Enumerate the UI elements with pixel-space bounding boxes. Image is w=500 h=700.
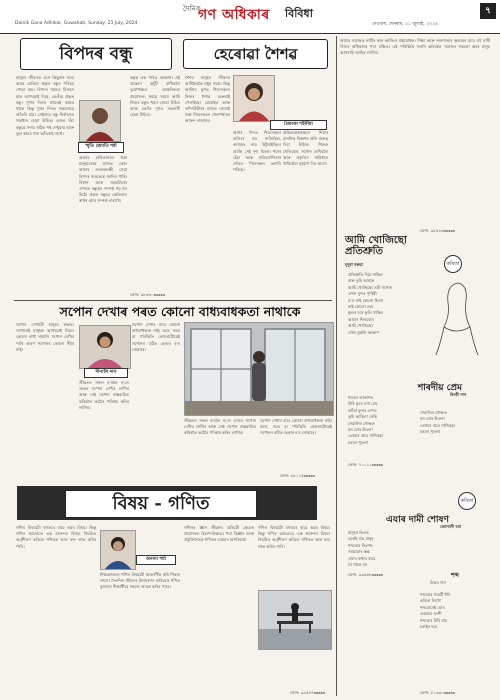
poem1-line: এখন সুন্দৰ পৃথিৱী xyxy=(348,291,377,297)
poem2-line: তোমাৰ বাবে সাজিছো xyxy=(348,433,383,439)
poem4-line: শব্দবোৰ উৰি যায় xyxy=(420,617,448,623)
author-portrait-icon xyxy=(101,531,135,569)
newspaper-logo: গণ অধিকাৰ xyxy=(198,7,270,23)
article4-author-photo xyxy=(100,530,136,570)
article3-col4 xyxy=(184,418,256,480)
bench-silhouette-illustration xyxy=(259,591,331,649)
masthead xyxy=(0,0,500,34)
poem1-sketch xyxy=(430,275,485,355)
poem1-line: এখন মুকলি আকাশ xyxy=(348,329,379,335)
article1-col3-text: বন্ধুত্ব এক পবিত্ৰ বান্ধোন। এই বান্ধোন অটুট ৰাখিবলৈ দুয়োপক্ষৰে আন্তৰিকতা প্ৰয়োজন। সময়ে সময়ে আমি নিজৰ বন্ধুৰ খবৰ লোৱা উচিত আৰু তেওঁৰ দুখত সমভাগী হোৱা উচিত। xyxy=(130,75,180,118)
poem4-line: একমাত্ৰ সংগী xyxy=(420,611,442,617)
poem2-line: মৰমৰ পুতলা xyxy=(348,439,369,445)
poem3-tag: কবিতা xyxy=(458,492,476,510)
article3-author-photo xyxy=(79,325,131,369)
poem1-line: বাৰু তুমি আমাক xyxy=(348,278,375,284)
poem3-line: এযাৰ কথাৰ বাবে xyxy=(348,555,376,561)
article3-col4-text: জীৱনত সফল হ'বলৈ হ'লে ডাঙৰ সপোন দেখিব লাগিব আৰু সেই সপোন বাস্তৱায়িত কৰিবলৈ কঠোৰ পৰিশ্ৰম কৰিব লাগিব। xyxy=(184,418,256,436)
article2-col1-text: শৈশৱ মানুহৰ জীৱনৰ আটাইতকৈ মধুৰ সময়। কিন্তু আজিৰ যুগত শিশুসকলে নিজৰ শৈশৱ হেৰুৱাই পেলাইছে। মোবাইল আৰু কম্পিউটাৰৰ মাজত সোমাই থকা শিশুসকলে খেলপথাৰৰ আনন্দ নাজানে। xyxy=(185,75,230,124)
poem2-line: শেৱালিৰ গোন্ধত xyxy=(420,410,447,415)
poem1-author: মৃদুৰা বৰুৱা xyxy=(345,262,363,267)
poem3-line: মানুহৰ ভিৰত xyxy=(348,530,369,535)
poem1-line: আমাৰ শিশুবোৰ xyxy=(348,316,374,322)
article2-author-name: প্ৰিয়ংকা শইকীয়া xyxy=(270,120,327,130)
article3-col2 xyxy=(79,380,129,480)
poem2-line: শৰতৰ আকাশত xyxy=(348,395,374,400)
article3-author-name: দীপালি দাস xyxy=(84,368,128,378)
woman-sketch-illustration xyxy=(430,275,485,355)
poem3-title: এযাৰ দামী শোষণ xyxy=(386,515,449,525)
poem1-title: আমি খোজিছো প্ৰতিশ্ৰুতি xyxy=(345,235,407,257)
poem2-lines-right xyxy=(420,410,455,436)
article1-phone: ফোন: ৯৮৬৪০xxxxx xyxy=(130,292,165,297)
article2-title: হেৰোৱা শৈশৱ xyxy=(183,39,328,69)
article4-title: বিষয় - গণিত xyxy=(65,490,257,518)
right-article-body: আমাৰ সমাজত নাৰীৰ স্থান আজিও প্ৰশ্নবোধক। শিক্ষা আৰু সজাগতাৰ অভাৱৰ বাবে বহু নাৰী নিজৰ অধিকাৰৰ পৰা বঞ্চিত। এই পৰিস্থিতি সলনি কৰিবলৈ সমাজৰ সকলো স্তৰৰ মানুহ আগবাঢ়ি আহিব লাগিব। xyxy=(340,38,490,56)
article3-col3-text: সপোন দেখাৰ বাবে কোনো বাধ্যবাধকতা নাই। বয়স, সময় বা পৰিস্থিতি কোনোটোৱেই সপোনৰ বাটত হেঙাৰ হ'ব নোৱাৰে। xyxy=(132,322,180,352)
article4-col2 xyxy=(100,572,180,697)
article3-col3 xyxy=(132,322,180,477)
poem4-line: কবিতা লিখো xyxy=(420,598,442,604)
author-portrait-icon xyxy=(234,76,274,121)
poem1-line: আমি খোজিছো এটা সপোন xyxy=(348,284,393,290)
right-article-phone: ফোন: ৯৮৫৪৩xxxxx xyxy=(420,228,455,233)
poem1-line: ফুলৰ দৰে ফুলি থাকিব xyxy=(348,310,383,316)
article4-col3 xyxy=(184,525,254,697)
poem1-line: নাই কোনো দ্বেষ xyxy=(348,304,374,310)
poem4-phone: ফোন: ৮১৩৩০xxxxx xyxy=(420,690,455,695)
poem3-line: ৰৈ থাকে মন xyxy=(348,562,368,568)
article3-col5 xyxy=(260,418,332,473)
bench-photo xyxy=(258,590,332,650)
article3-col1-text: সপোন দেখাটো মানুহৰ স্বভাৱ। সপোনেই মানুহক আগবঢ়াই নিয়ে। কোনো বাধা নামানি সপোন দেখিব পাৰি কাৰণ সপোনৰ কোনো সীমা নাই। xyxy=(16,322,74,352)
poem3-phone: ফোন: ৯৩৬৫৮xxxxx xyxy=(348,572,383,577)
article2-col1 xyxy=(185,75,230,185)
article3-title: সপোন দেখাৰ পৰত কোনো বাধ্যবাধকতা নাথাকে xyxy=(59,304,301,319)
article4-col4 xyxy=(258,525,330,587)
article3-phone: ফোন: ৮৮১১৫xxxxx xyxy=(280,473,315,478)
article2-col3-text: অভিভাৱকসকলে শিশুৰ মানসিক বিকাশৰ প্ৰতি গুৰুত্ব দিয়া উচিত। শিশুক খেলিবলৈ, সপোন দেখিবলৈ আৰু প্ৰকৃতিৰ সান্নিধ্যত থাকিবলৈ সুযোগ দিব লাগে। xyxy=(283,130,328,167)
poem4-line: শব্দবোৰ সাৱটি ধৰি xyxy=(420,592,451,597)
masthead-dainik: দৈনিক xyxy=(183,5,201,13)
article3-col1 xyxy=(16,322,74,477)
poem2-line: মন মোৰ উতলা xyxy=(420,416,445,422)
author-portrait-icon xyxy=(80,101,120,141)
poem2-lines xyxy=(348,395,383,446)
dateline: Dainik Gana Adhikar, Guwahati, Sunday, 21 July, 2024 xyxy=(15,21,138,26)
poem2-line: মন মোৰ উতলা xyxy=(348,427,373,433)
article1-col2-text: আমাৰ চাৰিওফালে থকা মানুহবোৰৰ মাজত কোন আমাৰ শুভাকাংক্ষী সেয়া বিপদৰ সময়তহে জানিব পাৰি। বিশ্বাস আৰু সহমৰ্মিতাৰ ওপৰত বন্ধুত্বৰ সম্পৰ্ক গঢ় লৈ উঠে। প্ৰকৃত বন্ধুৱে কেতিয়াও স্বাৰ্থৰ বাবে সম্পৰ্ক নাৰাখে। xyxy=(79,155,127,204)
article4-author-name: অনন্যা শৰ্মা xyxy=(136,555,176,565)
window-woman-photo xyxy=(184,322,334,416)
article2-col2-text: আগৰ দিনত শিশুসকলে বালিৰে ঘৰ সাজিছিল, কাগজৰ নাও উটুৱাইছিল। আজি সেই দৃশ্য বিৰল। পঢ়াৰ হেঁচা আৰু প্ৰতিযোগিতাৰ দৌৰত শিশুসকল ভাগৰি পৰিছে। xyxy=(233,130,281,173)
article2-col3 xyxy=(283,130,328,300)
poem1-lines xyxy=(348,272,392,336)
section-divider xyxy=(14,300,332,301)
poem4-author: চিন্ময় দাস xyxy=(430,580,446,585)
article2-author-photo xyxy=(233,75,275,122)
section-title: বিবিধা xyxy=(285,7,313,20)
article1-col2 xyxy=(79,155,127,295)
poem2-author: ৰিংকী দাস xyxy=(450,392,467,397)
article4-col4-text: গণিত বিষয়টো বহুতৰে বাবে ভয়ৰ বিষয়। কিন্তু গণিত আচলতে এক আনন্দৰ বিষয়। নিয়মিত অনুশীলন কৰিলে গণিতত ভাল ফল লাভ কৰিব পাৰি। xyxy=(258,525,330,549)
poem1-tag: কবিতা xyxy=(444,255,462,273)
page-number: ৭ xyxy=(480,3,496,19)
poem3-line: সময়বোৰ স্তব্ধ xyxy=(348,549,370,555)
poem2-line: উৰি ফুৰে বগা মেঘ xyxy=(348,401,378,407)
article1-col1-text: মানুহৰ জীৱনত এনে কিছুমান সময় আহে যেতিয়া প্ৰকৃত বন্ধুৰ পৰিচয় পোৱা যায়। বিপদৰ সময়ত যিজনে হাত আগবঢ়াই দিয়ে, তেওঁহে প্ৰকৃত বন্ধু। সুখৰ দিনত বহুতেই কাষত থাকে কিন্তু দুখৰ দিনত সকলোৱে আঁতৰি যায়। সেইবাবে বন্ধু নিৰ্বাচনত সাৱধান হোৱা উচিত। এজন সঁচা বন্ধুৱে সদায় সঠিক পথ দেখুৱায় আৰু ভুল কামৰ পৰা আঁতৰাই ৰাখে। xyxy=(16,75,74,136)
poem4-lines xyxy=(420,592,450,630)
dateline-assamese: দেওবাৰ, শেনৰাম, ২১ জুলাই, ২০২৪ xyxy=(372,22,438,27)
article4-col1 xyxy=(16,525,96,695)
poem4-title: শব্দ xyxy=(451,572,459,579)
poem1-line: য'ত নাই কোনো হিংসা xyxy=(348,297,384,303)
poem3-lines xyxy=(348,530,375,568)
article4-col3-text: গণিতৰ জ্ঞান জীৱনৰ প্ৰতিটো ক্ষেত্ৰত প্ৰয়োজন। হিচাপ-নিকাচৰ পৰা বিজ্ঞান আৰু প্ৰযুক্তিলৈকে গণিতৰ ব্যৱহাৰ অপৰিহাৰ্য। xyxy=(184,525,254,543)
poem2-title: শাৰদীয় প্ৰেম xyxy=(417,383,463,393)
woman-window-illustration xyxy=(185,323,333,415)
article4-col2-text: শিক্ষকসকলে গণিত বিষয়টো আকৰ্ষণীয় কৰি শিকাব লাগে। দৈনন্দিন জীৱনৰ উদাহৰণৰ জৰিয়তে গণিত বুজালে শিক্ষাৰ্থীয়ে সহজে আয়ত্ত কৰিব পাৰে। xyxy=(100,572,180,590)
poem3-author: জোনালী বৰা xyxy=(440,524,462,529)
poem3-line: শব্দবোৰ নিঃশব্দ xyxy=(348,542,373,548)
article4-phone: ফোন: ৯৯৫৪৭xxxxx xyxy=(290,690,325,695)
article3-col2-text: জীৱনত সফল হ'বলৈ হ'লে ডাঙৰ সপোন দেখিব লাগিব আৰু সেই সপোন বাস্তৱায়িত কৰিবলৈ কঠোৰ পৰিশ্ৰম কৰিব লাগিব। xyxy=(79,380,129,410)
right-column-divider xyxy=(336,36,337,696)
poem4-line: শব্দবোৰেই মোৰ xyxy=(420,604,445,610)
article1-col1 xyxy=(16,75,74,295)
article2-col2 xyxy=(233,130,281,300)
poem3-line: হেৰাই যায় মানুহ xyxy=(348,536,374,542)
article1-author-name: স্মৃতি জ্যোতি শৰ্মা xyxy=(78,142,124,153)
poem4-line: চৰাইৰ দৰে xyxy=(420,624,438,630)
article1-col3 xyxy=(130,75,180,295)
right-article-text xyxy=(340,38,490,228)
poem1-line: আমি খোজিছো xyxy=(348,323,373,329)
article1-title: বিপদৰ বন্ধু xyxy=(20,38,172,70)
article1-author-photo xyxy=(79,100,121,142)
poem2-line: কহুঁৱা ফুলৰ দেশত xyxy=(348,407,377,413)
author-portrait-icon xyxy=(80,326,130,368)
article3-col5-text: সপোন দেখাৰ বাবে কোনো বাধ্যবাধকতা নাই। বয়স, সময় বা পৰিস্থিতি কোনোটোৱেই সপোনৰ বাটত হেঙাৰ হ'ব নোৱাৰে। xyxy=(260,418,332,436)
poem2-line: তোমাৰ বাবে সাজিছো xyxy=(420,422,455,428)
poem2-phone: ফোন: ৭০০২১xxxxx xyxy=(348,462,383,467)
poem2-line: তুমি আহিলা নেকি xyxy=(348,414,377,420)
poem2-line: মৰমৰ পুতলা xyxy=(420,429,441,435)
poem1-line: প্ৰতিশ্ৰুতি দিয়া নাছিল xyxy=(348,272,383,277)
poem2-line: শেৱালিৰ গোন্ধত xyxy=(348,420,375,426)
article4-col1-text: গণিত বিষয়টো বহুতৰে বাবে ভয়ৰ বিষয়। কিন্তু গণিত আচলতে এক আনন্দৰ বিষয়। নিয়মিত অনুশীলন কৰিলে গণিতত ভাল ফল লাভ কৰিব পাৰি। xyxy=(16,525,96,549)
